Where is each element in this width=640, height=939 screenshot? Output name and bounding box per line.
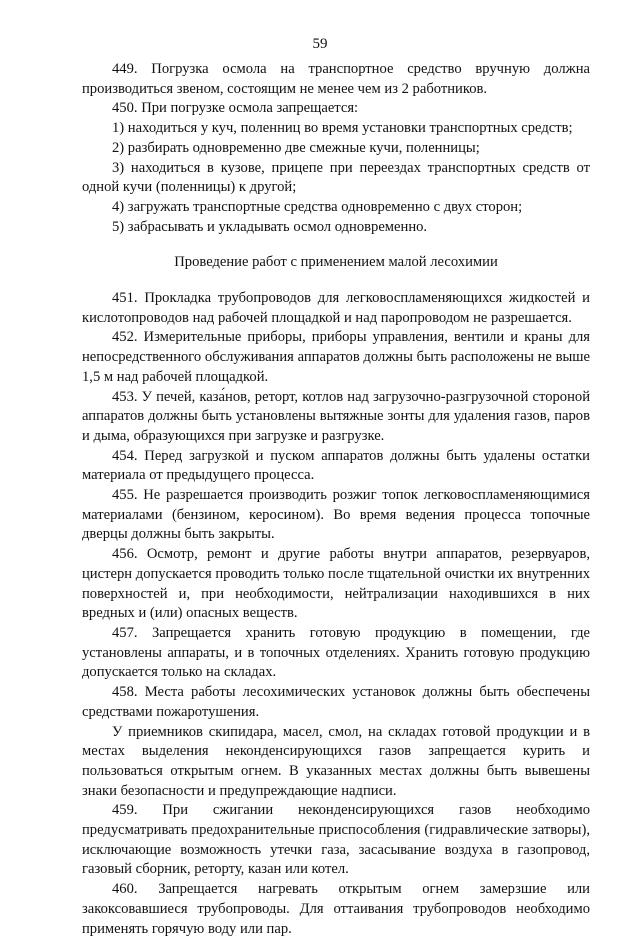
list-item-450-3: 3) находиться в кузове, прицепе при переездах транспортных средств от одной кучи (поленницы) к другой; <box>82 159 590 196</box>
paragraph-457: 457. Запрещается хранить готовую продукцию в помещении, где установлены аппараты, и в топочных отделениях. Хранить готовую продукцию допускается только на складах. <box>82 624 590 681</box>
paragraph-453: 453. У печей, каза́нов, реторт, котлов над загрузочно-разгрузочной стороной аппаратов должны быть установлены вытяжные зонты для удаления газов, паров и дыма, образующихся при загрузке и разгрузке. <box>82 388 590 444</box>
paragraph-460: 460. Запрещается нагревать открытым огнем замерзшие или закоксовавшиеся трубопроводы. Для оттаивания трубопроводов необходимо применять горячую воду или пар. <box>82 881 590 937</box>
paragraph-450: 450. При погрузке осмола запрещается: <box>112 100 359 117</box>
paragraph-452: 452. Измерительные приборы, приборы управления, вентили и краны для непосредственного обслуживания аппаратов должны быть расположены не выше 1,5 м над рабочей площадкой. <box>82 329 590 385</box>
paragraph-449: 449. Погрузка осмола на транспортное средство вручную должна производиться звеном, состоящим не менее чем из 2 работников. <box>82 61 590 97</box>
paragraph-456: 456. Осмотр, ремонт и другие работы внутри аппаратов, резервуаров, цистерн допускается проводить только после тщательной очистки их внутренних поверхностей и, при необходимости, нейтрализации находившихся в них вредных и (или) опасных веществ. <box>82 546 590 622</box>
paragraph-458-note: У приемников скипидара, масел, смол, на складах готовой продукции и в местах выделения неконденсирующихся газов запрещается курить и пользоваться открытым огнем. В указанных местах должны быть вывешены знаки безопасности и предупреждающие надписи. <box>82 723 590 799</box>
page-number: 59 <box>312 36 328 52</box>
list-item-450-5: 5) забрасывать и укладывать осмол одновременно. <box>112 218 428 235</box>
section-title: Проведение работ с применением малой лесохимии <box>174 254 498 271</box>
list-item-450-1: 1) находиться у куч, поленниц во время установки транспортных средств; <box>112 120 573 137</box>
document-body <box>82 60 590 939</box>
paragraph-459: 459. При сжигании неконденсирующихся газов необходимо предусматривать предохранительные приспособления (гидравлические затворы), исключающие возможность утечки газа, засасывание воздуха в газопровод, газовый сборник, реторту, казан или котел. <box>82 802 590 878</box>
paragraph-455: 455. Не разрешается производить розжиг топок легковоспламеняющимися материалами (бензином, керосином). Во время ведения процесса топочные дверцы должны быть закрыты. <box>82 487 590 543</box>
list-item-450-2: 2) разбирать одновременно две смежные кучи, поленницы; <box>112 139 480 156</box>
paragraph-451: 451. Прокладка трубопроводов для легковоспламеняющихся жидкостей и кислотопроводов над рабочей площадкой и над паропроводом не разрешается. <box>82 290 590 326</box>
list-item-450-4: 4) загружать транспортные средства одновременно с двух сторон; <box>112 198 523 215</box>
paragraph-454: 454. Перед загрузкой и пуском аппаратов должны быть удалены остатки материала от предыдущего процесса. <box>82 447 590 484</box>
paragraph-458: 458. Места работы лесохимических установок должны быть обеспечены средствами пожаротушения. <box>82 684 590 720</box>
